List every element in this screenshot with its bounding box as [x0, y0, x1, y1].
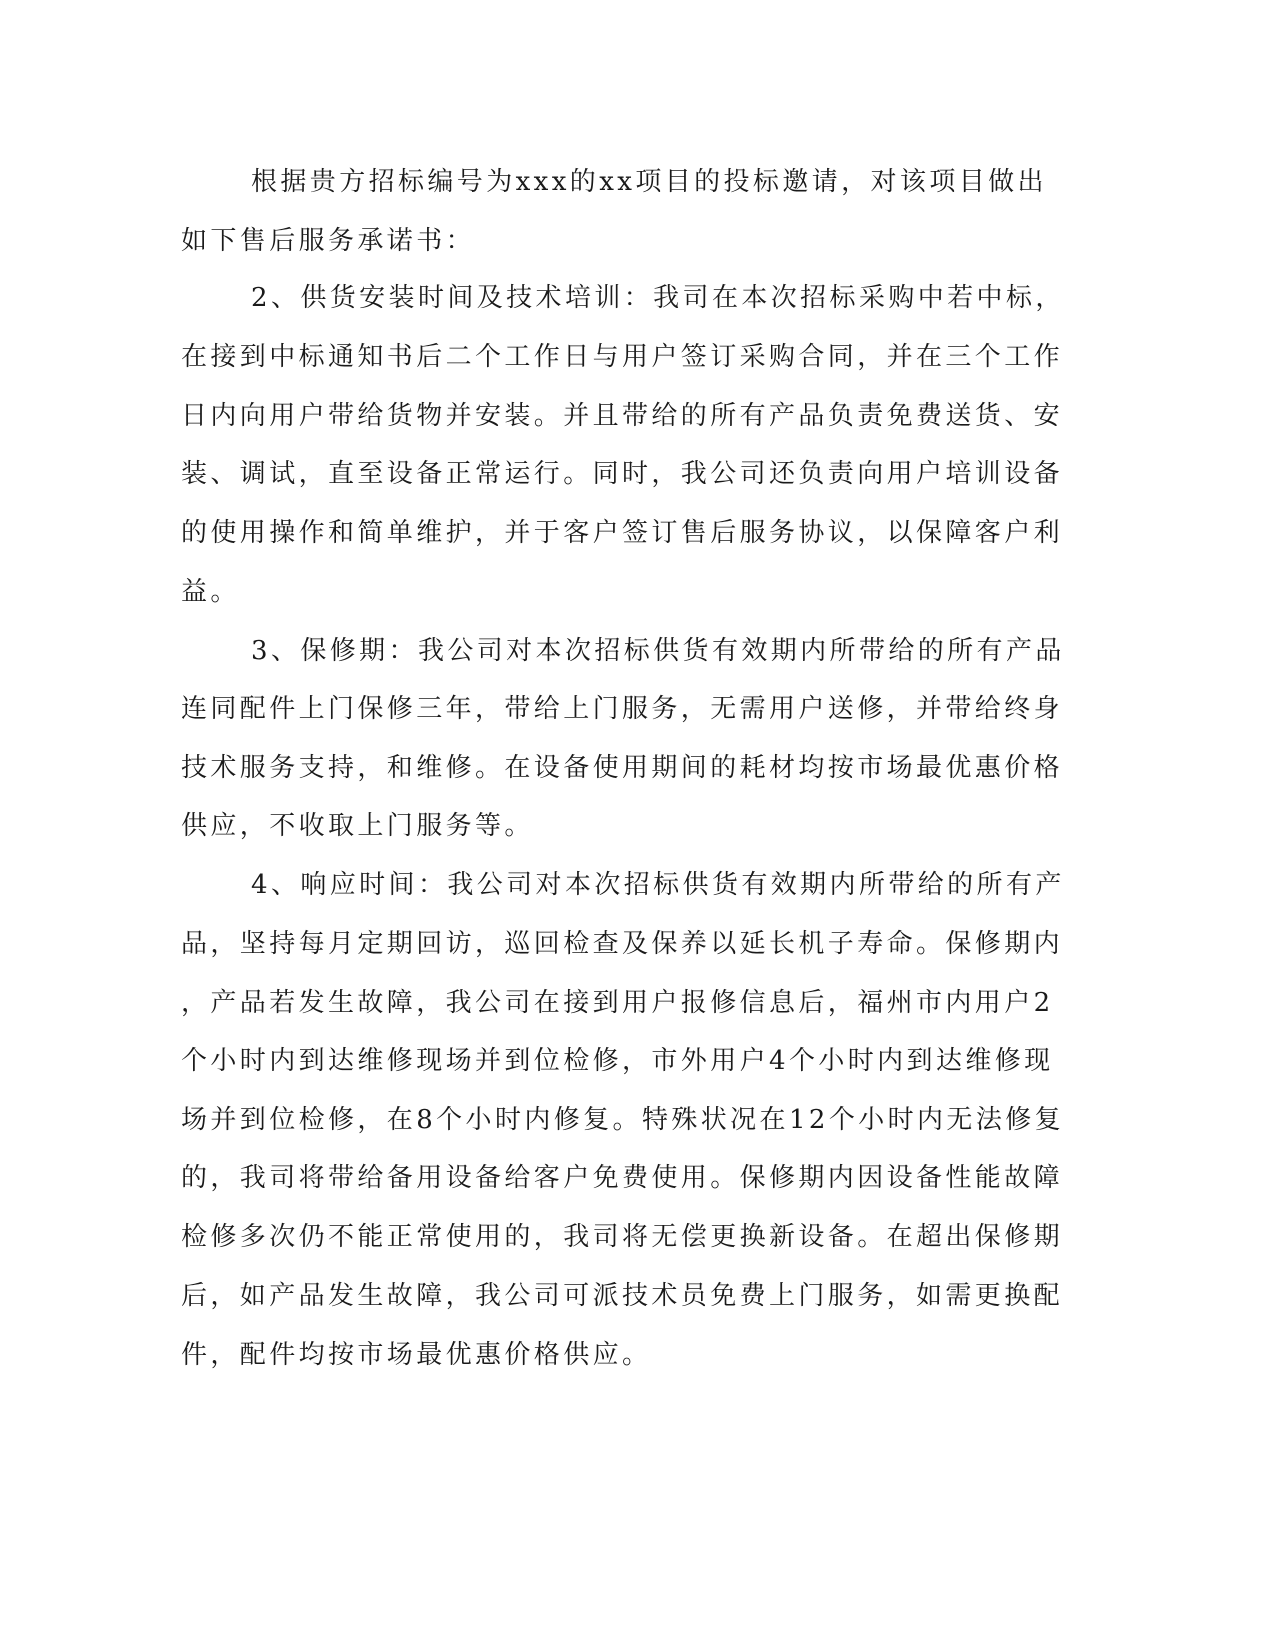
text-line: 装、调试，直至设备正常运行。同时，我公司还负责向用户培训设备: [181, 459, 1064, 489]
text-line: 的使用操作和简单维护，并于客户签订售后服务协议，以保障客户利: [181, 518, 1064, 548]
text-line: 根据贵方招标编号为xxx的xx项目的投标邀请，对该项目做出: [251, 167, 1047, 197]
text-line: 4、响应时间：我公司对本次招标供货有效期内所带给的所有产: [251, 870, 1065, 900]
text-line: 益。: [181, 577, 240, 607]
text-line: 连同配件上门保修三年，带给上门服务，无需用户送修，并带给终身: [181, 694, 1064, 724]
text-line: 如下售后服务承诺书：: [181, 226, 476, 256]
text-line: 供应，不收取上门服务等。: [181, 811, 534, 841]
text-line: 2、供货安装时间及技术培训：我司在本次招标采购中若中标，: [251, 283, 1065, 313]
text-line: 的，我司将带给备用设备给客户免费使用。保修期内因设备性能故障: [181, 1163, 1064, 1193]
text-line: 品，坚持每月定期回访，巡回检查及保养以延长机子寿命。保修期内: [181, 929, 1064, 959]
text-line: 件，配件均按市场最优惠价格供应。: [181, 1340, 652, 1370]
text-line: 3、保修期：我公司对本次招标供货有效期内所带给的所有产品: [251, 636, 1065, 666]
text-line: 在接到中标通知书后二个工作日与用户签订采购合同，并在三个工作: [181, 342, 1064, 372]
text-line: 技术服务支持，和维修。在设备使用期间的耗材均按市场最优惠价格: [181, 753, 1064, 783]
text-line: 日内向用户带给货物并安装。并且带给的所有产品负责免费送货、安: [181, 401, 1064, 431]
text-line: ，产品若发生故障，我公司在接到用户报修信息后，福州市内用户2: [181, 988, 1054, 1018]
text-line: 个小时内到达维修现场并到位检修，市外用户4个小时内到达维修现: [181, 1046, 1054, 1076]
text-line: 场并到位检修，在8个小时内修复。特殊状况在12个小时内无法修复: [181, 1105, 1065, 1135]
text-line: 后，如产品发生故障，我公司可派技术员免费上门服务，如需更换配: [181, 1281, 1064, 1311]
text-line: 检修多次仍不能正常使用的，我司将无偿更换新设备。在超出保修期: [181, 1222, 1064, 1252]
